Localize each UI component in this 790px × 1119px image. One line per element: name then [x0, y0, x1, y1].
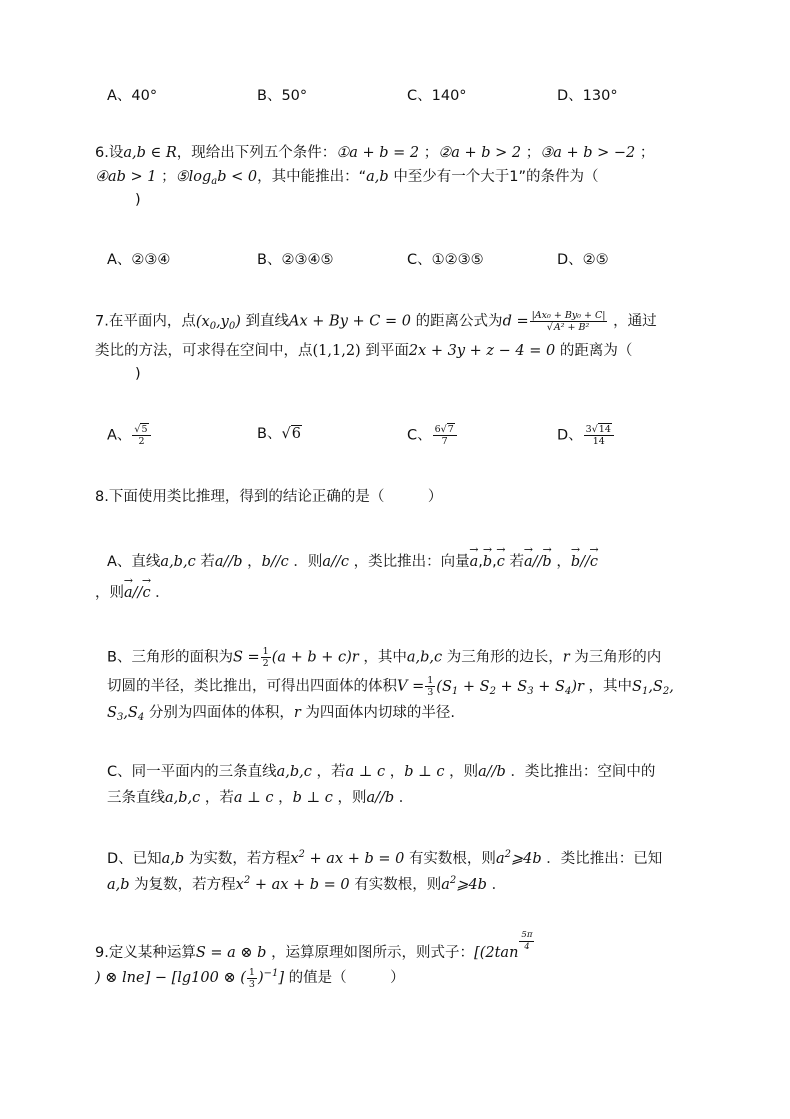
q7-option-a: A、 $\frac{√5}{2}$	[107, 424, 152, 447]
q6-option-a: A、②③④	[107, 252, 171, 268]
q8-option-b-line-2: 切圆的半径，类比推出，可得出四面体的体积V = $\frac{1}{3}$ $(S_1 + S_2 + S_3 + S_4)r$ ，其中$S_1,S_2$,	[107, 675, 674, 698]
q8-option-d-line-1: D、已知a,b 为实数，若方程$x^2$ + ax + b = 0 有实数根，则$a^2⩾4b$ ．类比推出：已知	[107, 849, 663, 867]
q7-paren: )	[135, 366, 141, 382]
q5-option-d: D、130°	[557, 88, 618, 104]
q8-option-c-line-1: C、同一平面内的三条直线a,b,c ，若a ⊥ c ，b ⊥ c ，则a//b ．类比推出：空间中的	[107, 764, 656, 780]
q7-line-1: 7.在平面内，点$(x_0,y_0)$ 到直线Ax + By + C = 0 的距离公式为d = $\frac{\text{|Ax₀ + By₀ + C|}}{\text{√A² + B²}}$ ，通过	[95, 310, 657, 333]
q6-option-b: B、②③④⑤	[257, 252, 334, 268]
q7-line-2: 类比的方法，可求得在空间中，点(1,1,2) 到平面2x + 3y + z − 4 = 0 的距离为（	[95, 343, 633, 359]
q5-option-c: C、140°	[407, 88, 467, 104]
q8-option-a-line-1: A、直线a,b,c 若a//b ，b//c ．则a//c ，类比推出：向量→ a,→ b,→ c 若→ a//→ b ，→ b//→ c	[107, 552, 598, 572]
q8-option-c-line-2: 三条直线a,b,c ，若a ⊥ c ，b ⊥ c ，则a//b ．	[107, 790, 414, 806]
q8-option-b-line-1: B、三角形的面积为S = $\frac{1}{2}$ (a + b + c)r ，其中a,b,c 为三角形的边长，r 为三角形的内	[107, 646, 662, 669]
q6-option-c: C、①②③⑤	[407, 252, 484, 268]
q8-option-d-line-2: a,b 为复数，若方程$x^2$ + ax + b = 0 有实数根，则$a^2⩾4b$ ．	[107, 875, 507, 893]
q6-paren: )	[135, 192, 141, 208]
q7-option-c: C、 $\frac{6√7}{7}$	[407, 424, 458, 447]
q7-option-d: D、 $\frac{3√14}{14}$	[557, 424, 615, 447]
q8-stem: 8.下面使用类比推理，得到的结论正确的是（ ）	[95, 489, 443, 505]
q6-line-2: ④ab > 1 ；$⑤\log_ab < 0$，其中能推出：“a,b 中至少有一个大于1”的条件为（	[95, 169, 599, 187]
q6-line-1: 6.设a,b ∈ R，现给出下列五个条件：①a + b = 2 ；②a + b > 2 ；③a + b > −2 ；	[95, 145, 655, 161]
q7-option-b: B、√6	[257, 426, 301, 442]
q6-option-d: D、②⑤	[557, 252, 609, 268]
q5-option-a: A、40°	[107, 88, 158, 104]
q8-option-a-line-2: ，则→ a//→ c ．	[95, 583, 170, 603]
q8-option-b-line-3: $S_3,S_4$ 分别为四面体的体积，r 为四面体内切球的半径.	[107, 705, 455, 723]
q9-line-2: ) ⊗ lne] − [lg100 ⊗ ( $\frac{1}{3}$ )$^{-1}$] 的值是（ ）	[95, 966, 405, 990]
q5-option-b: B、50°	[257, 88, 308, 104]
q9-line-1: 9.定义某种运算S = a ⊗ b ，运算原理如图所示，则式子：[(2tan $\frac{5\pi}{4}$	[95, 930, 533, 961]
